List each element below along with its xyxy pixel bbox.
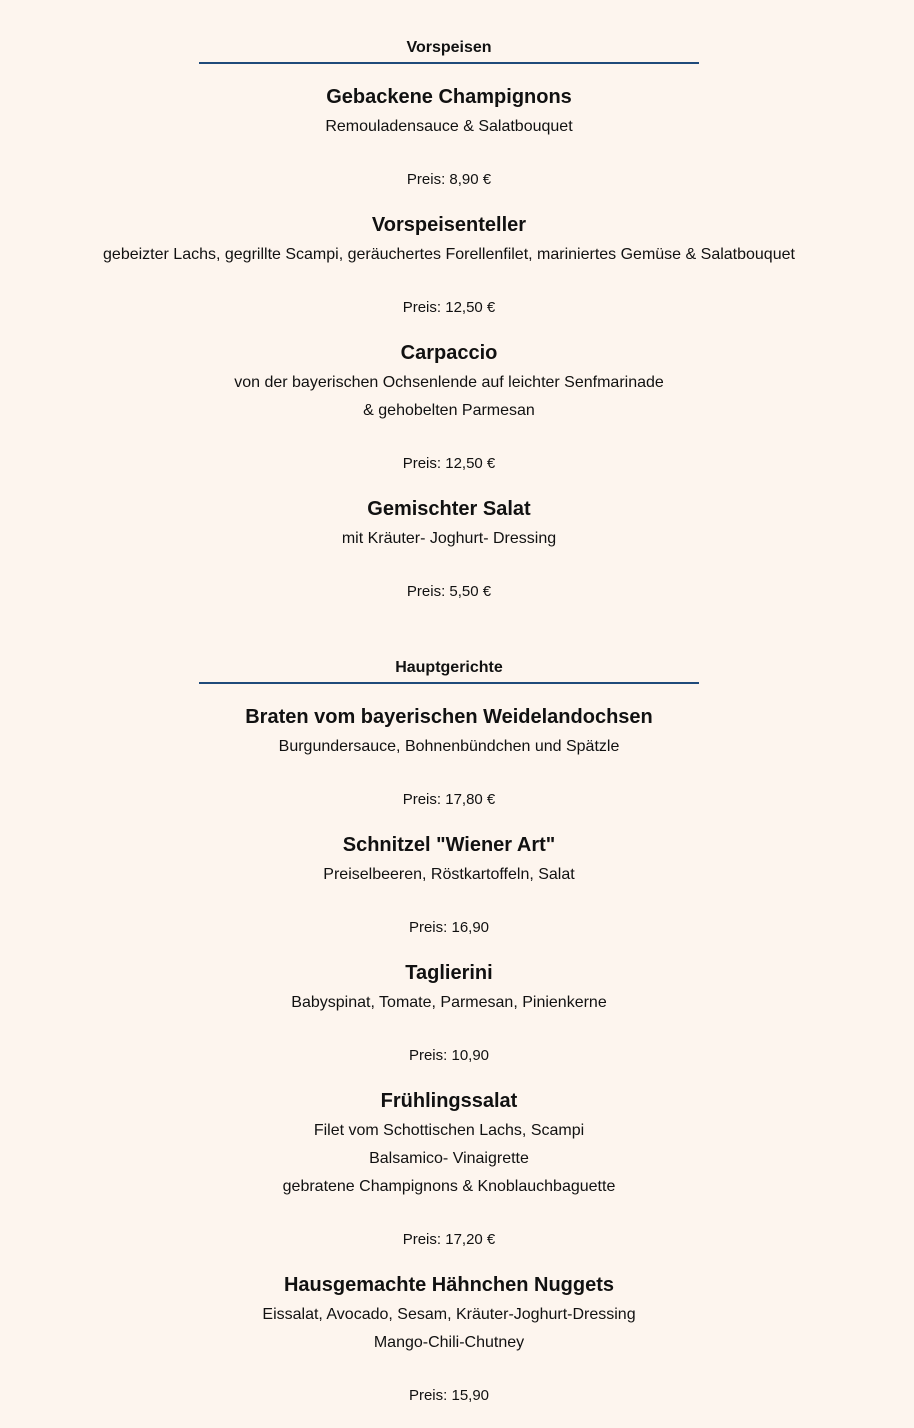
- menu-section: [0, 35, 898, 605]
- menu-item: [0, 210, 898, 321]
- dish-title: Frühlingssalat: [380, 1090, 518, 1112]
- dish-price: Preis: 8,90 €: [406, 171, 492, 188]
- dish-description: Babyspinat, Tomate, Parmesan, Pinienkerne: [291, 994, 607, 1011]
- dish-title: Taglierini: [405, 962, 493, 984]
- dish-description: gebratene Champignons & Knoblauchbaguette: [282, 1178, 616, 1195]
- dish-price: Preis: 12,50 €: [402, 299, 496, 316]
- menu-item: [0, 1270, 898, 1409]
- dish-price: Preis: 10,90: [408, 1047, 490, 1064]
- dish-description: Eissalat, Avocado, Sesam, Kräuter-Joghurt-Dressing: [262, 1306, 636, 1323]
- dish-description: von der bayerischen Ochsenlende auf leichter Senfmarinade: [234, 374, 664, 391]
- dish-price: Preis: 5,50 €: [406, 583, 492, 600]
- dish-title: Hausgemachte Hähnchen Nuggets: [283, 1274, 615, 1296]
- dish-price: Preis: 17,80 €: [402, 791, 496, 808]
- dish-description: Balsamico- Vinaigrette: [369, 1150, 529, 1167]
- menu-item: [0, 958, 898, 1069]
- menu-items: [0, 702, 898, 1409]
- menu-item: [0, 82, 898, 193]
- menu-section: [0, 655, 898, 1409]
- dish-description: Remouladensauce & Salatbouquet: [325, 118, 573, 135]
- dish-description: Mango-Chili-Chutney: [373, 1334, 525, 1351]
- section-heading: Vorspeisen: [199, 35, 699, 64]
- dish-price: Preis: 15,90: [408, 1387, 490, 1404]
- dish-description: Burgundersauce, Bohnenbündchen und Spätzle: [278, 738, 620, 755]
- menu-item: [0, 1086, 898, 1253]
- section-heading: Hauptgerichte: [199, 655, 699, 684]
- dish-description: & gehobelten Parmesan: [363, 402, 535, 419]
- dish-description: Preiselbeeren, Röstkartoffeln, Salat: [323, 866, 575, 883]
- menu-item: [0, 702, 898, 813]
- menu-item: [0, 494, 898, 605]
- dish-price: Preis: 16,90: [408, 919, 490, 936]
- dish-price: Preis: 17,20 €: [402, 1231, 496, 1248]
- menu-item: [0, 338, 898, 477]
- dish-title: Schnitzel "Wiener Art": [342, 834, 556, 856]
- dish-description: Filet vom Schottischen Lachs, Scampi: [313, 1122, 585, 1139]
- dish-title: Carpaccio: [400, 342, 498, 364]
- menu-item: [0, 830, 898, 941]
- menu-items: [0, 82, 898, 605]
- dish-description: gebeizter Lachs, gegrillte Scampi, geräuchertes Forellenfilet, mariniertes Gemüse & Salatbouquet: [103, 246, 795, 263]
- dish-title: Gemischter Salat: [367, 498, 531, 520]
- dish-title: Braten vom bayerischen Weidelandochsen: [245, 706, 653, 728]
- dish-price: Preis: 12,50 €: [402, 455, 496, 472]
- dish-title: Gebackene Champignons: [326, 86, 572, 108]
- dish-description: mit Kräuter- Joghurt- Dressing: [341, 530, 557, 547]
- dish-title: Vorspeisenteller: [371, 214, 527, 236]
